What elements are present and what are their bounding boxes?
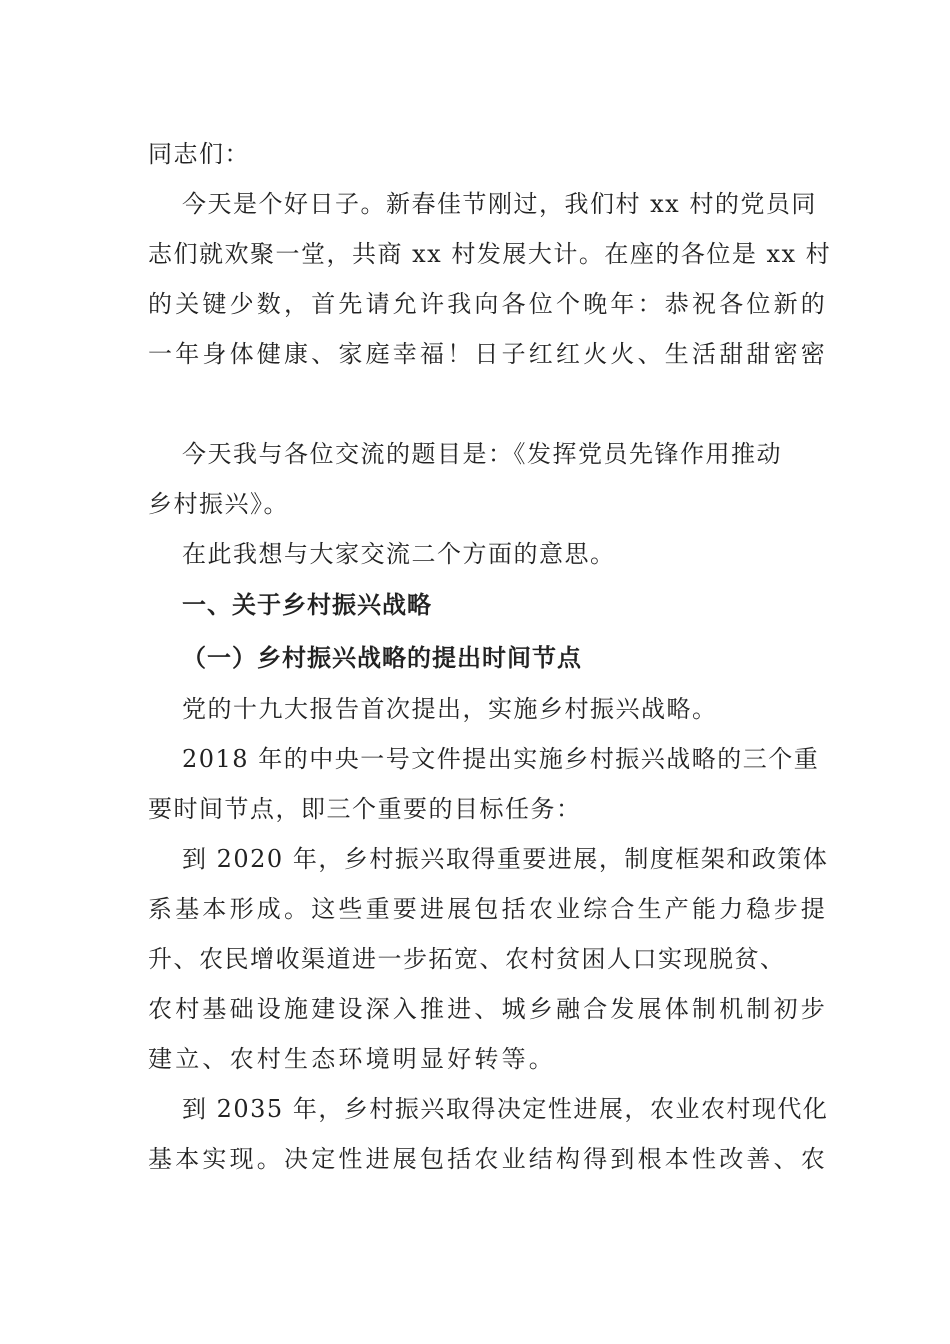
subsection-heading: （一）乡村振兴战略的提出时间节点 — [182, 644, 582, 672]
paragraph-line: 到 2035 年，乡村振兴取得决定性进展，农业农村现代化 — [182, 1095, 829, 1123]
paragraph-line: 一年身体健康、家庭幸福！日子红红火火、生活甜甜密密 — [148, 340, 828, 368]
paragraph-line: 今天我与各位交流的题目是：《发挥党员先锋作用推动 — [182, 440, 782, 468]
paragraph-line: 在此我想与大家交流二个方面的意思。 — [182, 540, 616, 568]
paragraph-line: 乡村振兴》。 — [148, 490, 289, 518]
paragraph-line: 农村基础设施建设深入推进、城乡融合发展体制机制初步 — [148, 995, 828, 1023]
paragraph-line: 2018 年的中央一号文件提出实施乡村振兴战略的三个重 — [182, 745, 820, 773]
paragraph-line: 的关键少数，首先请允许我向各位个晚年：恭祝各位新的 — [148, 290, 828, 318]
paragraph-line: 升、农民增收渠道进一步拓宽、农村贫困人口实现脱贫、 — [148, 945, 786, 973]
section-heading: 一、关于乡村振兴战略 — [182, 591, 432, 619]
paragraph-line: 系基本形成。这些重要进展包括农业综合生产能力稳步提 — [148, 895, 828, 923]
greeting-line: 同志们： — [148, 140, 250, 168]
paragraph-line: 建立、农村生态环境明显好转等。 — [148, 1045, 556, 1073]
paragraph-line: 要时间节点，即三个重要的目标任务： — [148, 795, 582, 823]
paragraph-line: 志们就欢聚一堂，共商 xx 村发展大计。在座的各位是 xx 村 — [148, 240, 832, 268]
paragraph-line: 到 2020 年，乡村振兴取得重要进展，制度框架和政策体 — [182, 845, 829, 873]
paragraph-line: 党的十九大报告首次提出，实施乡村振兴战略。 — [182, 695, 718, 723]
paragraph-line: 今天是个好日子。新春佳节刚过，我们村 xx 村的党员同 — [182, 190, 817, 218]
paragraph-line: 基本实现。决定性进展包括农业结构得到根本性改善、农 — [148, 1145, 828, 1173]
